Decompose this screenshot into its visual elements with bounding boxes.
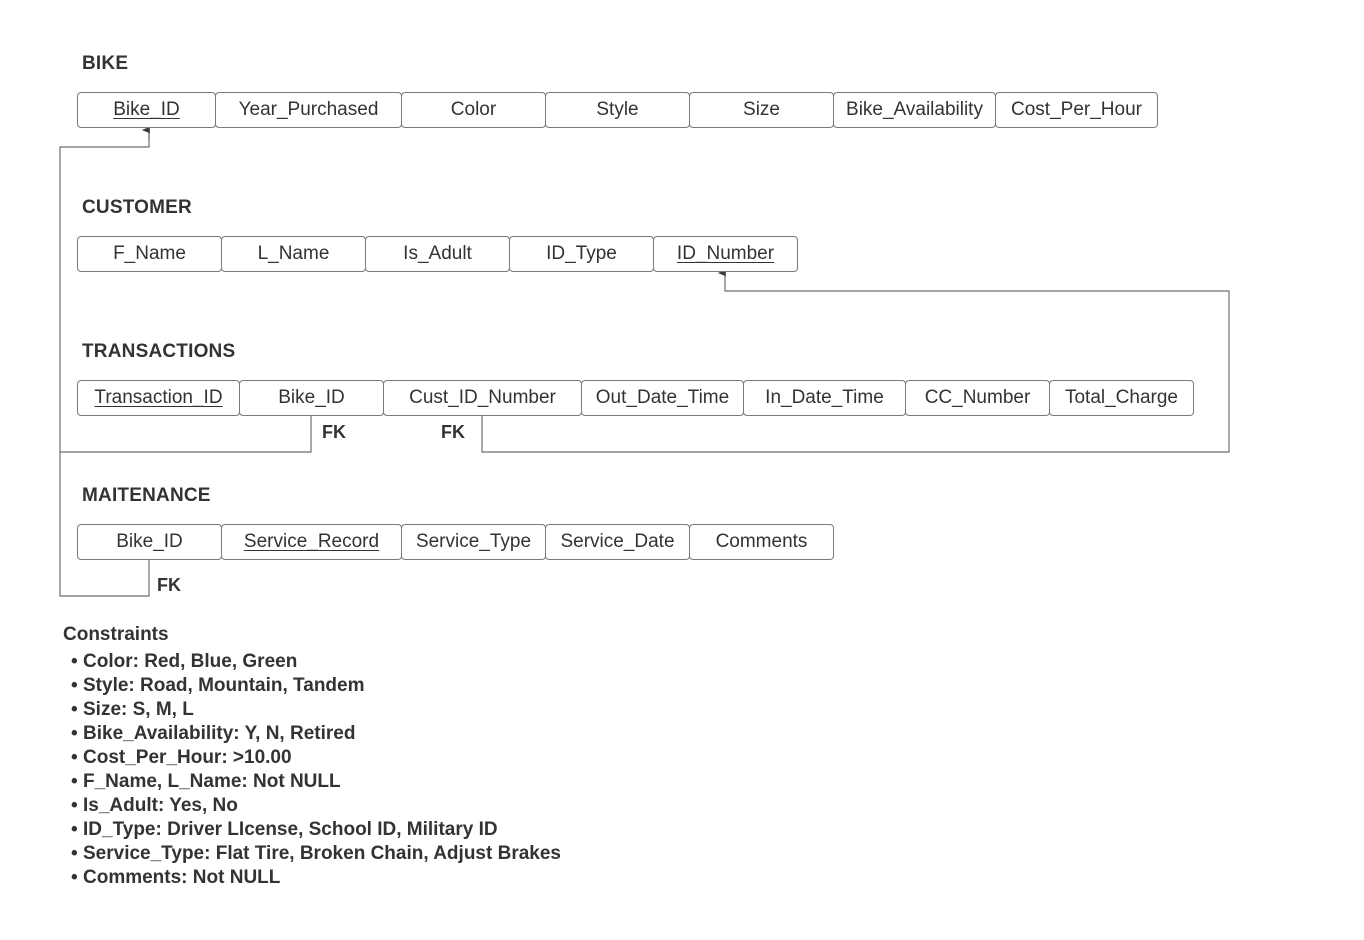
customer-col-f-name[interactable]: F_Name bbox=[77, 236, 222, 272]
table-title-bike: BIKE bbox=[82, 53, 129, 74]
constraint-item bbox=[71, 866, 561, 890]
bullet-icon: • bbox=[71, 867, 78, 888]
constraints-section bbox=[63, 624, 561, 890]
constraint-item bbox=[71, 794, 561, 818]
transactions-col-out-date-time[interactable]: Out_Date_Time bbox=[581, 380, 744, 416]
constraint-item bbox=[71, 770, 561, 794]
constraint-item bbox=[71, 674, 561, 698]
bullet-icon: • bbox=[71, 819, 78, 840]
bullet-icon: • bbox=[71, 651, 78, 672]
primary-key-label: ID_Number bbox=[676, 243, 775, 264]
primary-key-label: Transaction_ID bbox=[94, 387, 223, 408]
constraint-item bbox=[71, 818, 561, 842]
constraint-item bbox=[71, 698, 561, 722]
bullet-icon: • bbox=[71, 843, 78, 864]
constraint-text: Service_Type: Flat Tire, Broken Chain, Adjust Brakes bbox=[83, 843, 561, 864]
primary-key-label: Service_Record bbox=[243, 531, 380, 552]
bike-col-bike-id[interactable] bbox=[77, 92, 216, 128]
constraints-list bbox=[63, 650, 561, 890]
bullet-icon: • bbox=[71, 771, 78, 792]
bike-col-bike-availability[interactable]: Bike_Availability bbox=[833, 92, 996, 128]
maintenance-col-bike-id[interactable]: Bike_ID bbox=[77, 524, 222, 560]
constraint-text: Style: Road, Mountain, Tandem bbox=[83, 675, 365, 696]
transactions-col-cc-number[interactable]: CC_Number bbox=[905, 380, 1050, 416]
constraint-text: ID_Type: Driver LIcense, School ID, Military ID bbox=[83, 819, 498, 840]
constraint-text: Comments: Not NULL bbox=[83, 867, 281, 888]
constraint-text: Bike_Availability: Y, N, Retired bbox=[83, 723, 356, 744]
constraint-item bbox=[71, 722, 561, 746]
bike-col-color[interactable]: Color bbox=[401, 92, 546, 128]
bullet-icon: • bbox=[71, 675, 78, 696]
constraint-text: Color: Red, Blue, Green bbox=[83, 651, 298, 672]
fk-label-bike-id: FK bbox=[322, 422, 346, 442]
customer-col-is-adult[interactable]: Is_Adult bbox=[365, 236, 510, 272]
fk-label-maintenance-bike-id: FK bbox=[157, 575, 181, 595]
bullet-icon: • bbox=[71, 723, 78, 744]
bullet-icon: • bbox=[71, 795, 78, 816]
bullet-icon: • bbox=[71, 699, 78, 720]
bike-col-cost-per-hour[interactable]: Cost_Per_Hour bbox=[995, 92, 1158, 128]
maintenance-col-service-date[interactable]: Service_Date bbox=[545, 524, 690, 560]
maintenance-col-service-type[interactable]: Service_Type bbox=[401, 524, 546, 560]
customer-col-id-type[interactable]: ID_Type bbox=[509, 236, 654, 272]
transactions-col-cust-id-number[interactable]: Cust_ID_Number bbox=[383, 380, 582, 416]
maintenance-col-comments[interactable]: Comments bbox=[689, 524, 834, 560]
fk-connector-customer bbox=[482, 285, 1229, 452]
constraint-item bbox=[71, 842, 561, 866]
table-title-customer: CUSTOMER bbox=[82, 197, 192, 218]
constraints-title: Constraints bbox=[63, 624, 169, 645]
customer-col-id-number[interactable] bbox=[653, 236, 798, 272]
fk-label-cust-id-number: FK bbox=[441, 422, 465, 442]
constraint-item bbox=[71, 746, 561, 770]
table-title-maintenance: MAITENANCE bbox=[82, 485, 211, 506]
constraint-text: Size: S, M, L bbox=[83, 699, 194, 720]
bike-col-size[interactable]: Size bbox=[689, 92, 834, 128]
maintenance-col-service-record[interactable] bbox=[221, 524, 402, 560]
bike-col-style[interactable]: Style bbox=[545, 92, 690, 128]
constraint-text: Is_Adult: Yes, No bbox=[83, 795, 238, 816]
primary-key-label: Bike_ID bbox=[113, 99, 180, 120]
constraint-text: Cost_Per_Hour: >10.00 bbox=[83, 747, 292, 768]
table-title-transactions: TRANSACTIONS bbox=[82, 341, 236, 362]
transactions-col-bike-id[interactable]: Bike_ID bbox=[239, 380, 384, 416]
constraint-text: F_Name, L_Name: Not NULL bbox=[83, 771, 341, 792]
bullet-icon: • bbox=[71, 747, 78, 768]
customer-col-l-name[interactable]: L_Name bbox=[221, 236, 366, 272]
transactions-col-in-date-time[interactable]: In_Date_Time bbox=[743, 380, 906, 416]
transactions-col-transaction-id[interactable] bbox=[77, 380, 240, 416]
bike-col-year-purchased[interactable]: Year_Purchased bbox=[215, 92, 402, 128]
constraint-item bbox=[71, 650, 561, 674]
transactions-col-total-charge[interactable]: Total_Charge bbox=[1049, 380, 1194, 416]
